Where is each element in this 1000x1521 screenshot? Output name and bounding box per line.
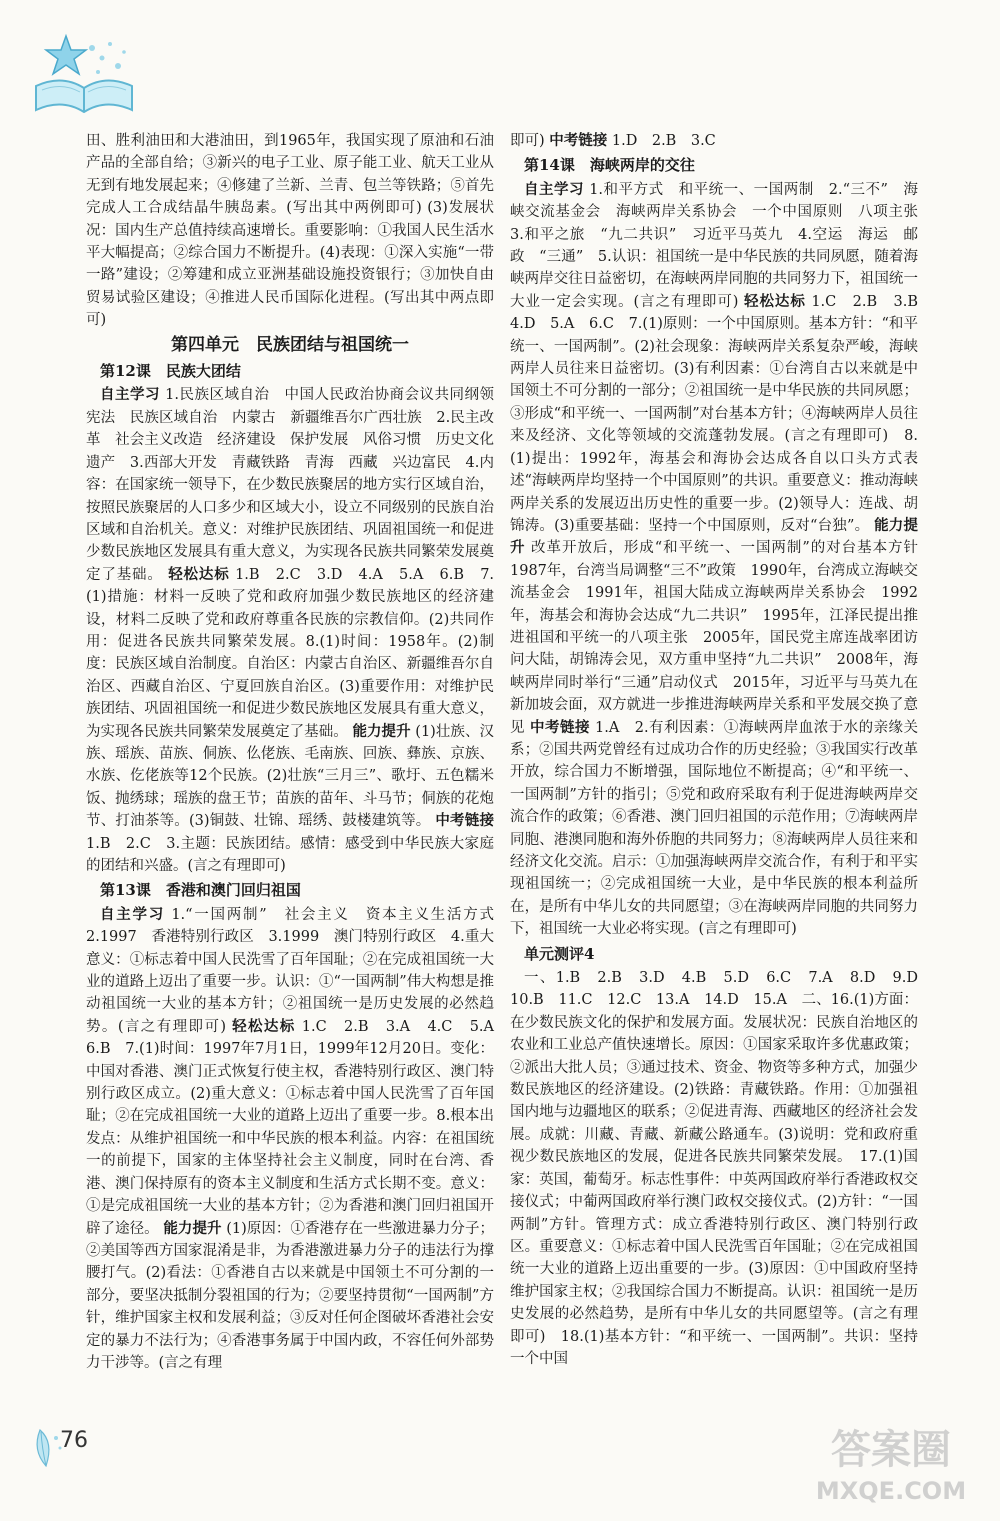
- lesson-14-title: 第14课 海峡两岸的交往: [524, 156, 695, 175]
- book-logo-icon: [28, 28, 140, 118]
- lesson-12-title: 第12课 民族大团结: [100, 362, 241, 381]
- section-label: 能力提升: [352, 722, 411, 740]
- section-label: 中考链接: [549, 132, 608, 149]
- answer-text: (1)原因：①香港存在一些激进暴力分子；②美国等西方国家混淆是非，为香港激进暴力分子的违法行为撑腰打气。(2)看法：①香港自古以来就是中国领土不可分割的一部分，要坚决抵制分裂祖国的行为；②要坚持贯彻“一国两制”方针，维护国家主权和发展利益；③反对任何企图破坏香港社会安定的暴力不法行为；④香港事务属于中国内政，不容任何外部势力干涉等。(言之有理: [86, 1220, 495, 1371]
- section-label: 能力提升: [510, 516, 919, 557]
- answer-text: 1.民族区域自治 中国人民政治协商会议共同纲领 宪法 民族区域自治 内蒙古 新疆维吾尔广西壮族 2.民主改革 社会主义改造 经济建设 保护发展 风俗习惯 历史文化遗产 3.西部大开发 青藏铁路 青海 西藏 兴边富民 4.内容：在国家统一领导下，在少数民族聚居的地方实行区域自治，按照民族聚居的人口多少和区域大小，设立不同级别的民族自治区域和自治机关。意义：对维护民族团结、巩固祖国统一和促进少数民族地区发展具有重大意义，为实现各民族共同繁荣发展奠定了基础。: [86, 387, 509, 583]
- section-label: 能力提升: [163, 1219, 222, 1237]
- answer-text: 1.D 2.B 3.C: [611, 133, 716, 149]
- answer-text: 改革开放后，形成“和平统一、一国两制”的对台基本方针 1987年，台湾当局调整“三不”政策 1990年，台湾成立海峡交流基金会 1991年，祖国大陆成立海峡两岸关系协会 1992年，海基会和海协会达成“九二共识” 1995年，江泽民提出推进祖国和平统一的八项主张 2005年，国民党主席连战率团访问大陆，胡锦涛会见，双方重申坚持“九二共识” 2008年，海峡两岸同时举行“三通”启动仪式 2015年，习近平与马英九在新加坡会面，双方就进一步推进海峡两岸关系和平发展交换了意见: [510, 540, 933, 736]
- lesson-12-answers: [86, 384, 509, 877]
- left-column: [86, 130, 509, 1374]
- watermark-url: MXQE.COM: [815, 1477, 967, 1505]
- section-label: 中考链接: [435, 812, 494, 830]
- unit-title: 第四单元 民族团结与祖国统一: [171, 334, 409, 355]
- answer-text: 1.和平方式 和平统一、一国两制 2.“三不” 海峡交流基金会 海峡两岸关系协会 一个中国原则 八项主张 3.和平之旅 “九二共识” 习近平马英九 4.空运 海运 邮政 “三通” 5.认识：祖国统一是中华民族的共同夙愿，随着海峡两岸交往日益密切，在海峡两岸同胞的共同努力下，祖国统一大业一定会实现。(言之有理即可): [510, 181, 933, 310]
- section-label: 自主学习: [100, 905, 165, 923]
- answer-text: 1.C 2.B 3.B 4.D 5.A 6.C 7.(1)原则：一个中国原则。基本方针：“和平统一、一国两制”。(2)社会现象：海峡两岸关系复杂严峻，海峡两岸人员往来日益密切。(3)有利因素：①台湾自古以来就是中国领土不可分割的一部分；②祖国统一是中华民族的共同夙愿；③形成“和平统一、一国两制”对台基本方针；④海峡两岸人员往来及经济、文化等领域的交流蓬勃发展。(言之有理即可) 8.(1)提出：1992年，海基会和海协会达成各自以口头方式表述“海峡两岸均坚持一个中国原则”的共识。重要意义：推动海峡两岸关系的发展迈出历史性的重要一步。(2)领导人：连战、胡锦涛。(3)重要基础：坚持一个中国原则，反对“台独”。: [510, 293, 933, 534]
- section-label: 中考链接: [530, 718, 590, 736]
- lesson-13-continued: [510, 130, 918, 152]
- watermark-logo-text: 答案圈: [831, 1427, 951, 1473]
- section-label: 轻松达标: [168, 565, 230, 583]
- unit-test-answers: 一、1.B 2.B 3.D 4.B 5.D 6.C 7.A 8.D 9.D 10.B 11.C 12.C 13.A 14.D 15.A 二、16.(1)方面：在少数民族文化的保护和发展方面。发展状况：民族自治地区的农业和工业总产值快速增长。原因：①国家采取许多优惠政策；②派出大批人员；③通过技术、资金、物资等多种方式，加强少数民族地区的经济建设。(2)铁路：青藏铁路。作用：①加强祖国内地与边疆地区的联系；②促进青海、西藏地区的经济社会发展。成就：川藏、青藏、新藏公路通车。(3)说明：党和政府重视少数民族地区的发展，促进各民族共同繁荣发展。 17.(1)国家：英国，葡萄牙。标志性事件：中英两国政府举行香港政权交接仪式；中葡两国政府举行澳门政权交接仪式。(2)方针：“一国两制”方针。管理方式：成立香港特别行政区、澳门特别行政区。重要意义：①标志着中国人民洗雪百年国耻；②在完成祖国统一大业的道路上迈出重要的一步。(3)原因：①中国政府坚持维护国家主权；②我国综合国力不断提高。认识：祖国统一是历史发展的必然趋势，是所有中华儿女的共同愿望等。(言之有理即可) 18.(1)基本方针：“和平统一、一国两制”。共识：坚持一个中国: [510, 970, 933, 1367]
- answer-text: 1.A 2.有利因素：①海峡两岸血浓于水的亲缘关系；②国共两党曾经有过成功合作的历史经验；③我国实行改革开放，综合国力不断增强，国际地位不断提高；④“和平统一、一国两制”方针的指引；⑤党和政府采取有利于促进海峡两岸交流合作的政策；⑥香港、澳门回归祖国的示范作用；⑦海峡两岸同胞、港澳同胞和海外侨胞的共同努力；⑧海峡两岸人员往来和经济文化交流。启示：①加强海峡两岸交流合作，有利于和平实现祖国统一；②完成祖国统一大业，是中华民族的根本利益所在，是所有中华儿女的共同愿望；③在海峡两岸同胞的共同努力下，祖国统一大业必将实现。(言之有理即可): [510, 719, 919, 938]
- paragraph-continued: 田、胜利油田和大港油田，到1965年，我国实现了原油和石油产品的全部自给；③新兴的电子工业、原子能工业、航天工业从无到有地发展起来；④修建了兰新、兰青、包兰等铁路；⑤首先完成人工合成结晶牛胰岛素。(写出其中两例即可) (3)发展状况：国内生产总值持续高速增长。重要影响：①我国人民生活水平大幅提高；②综合国力不断提升。(4)表现：①深入实施“一带一路”建设；②筹建和成立亚洲基础设施投资银行；③加快自由贸易试验区建设；④推进人民币国际化进程。(写出其中两点即可): [86, 133, 494, 329]
- answer-text: 1.C 2.B 3.A 4.C 5.A 6.B 7.(1)时间：1997年7月1日，1999年12月20日。变化：中国对香港、澳门正式恢复行使主权，香港特别行政区、澳门特别行政区成立。(2)重大意义：①标志着中国人民洗雪了百年国耻；②在完成祖国统一大业的道路上迈出了重要一步。8.根本出发点：从维护祖国统一和中华民族的根本利益。内容：在祖国统一的前提下，国家的主体坚持社会主义制度，同时在台湾、香港、澳门保持原有的资本主义制度和生活方式长期不变。意义：①是完成祖国统一大业的基本方针；②为香港和澳门回归祖国开辟了途径。: [86, 1018, 509, 1237]
- section-label: 轻松达标: [744, 292, 806, 310]
- section-label: 轻松达标: [232, 1017, 296, 1035]
- lesson-13-answers: [86, 904, 509, 1375]
- section-label: 自主学习: [524, 180, 585, 198]
- page-number: 76: [60, 1428, 88, 1453]
- answer-text: 1.B 2.C 3.D 4.A 5.A 6.B 7.(1)措施：材料一反映了党和政府加强少数民族地区的经济建设，材料二反映了党和政府尊重各民族的宗教信仰。(2)共同作用：促进各民族共同繁荣发展。8.(1)时间：1958年。(2)制度：民族区域自治制度。自治区：内蒙古自治区、新疆维吾尔自治区、西藏自治区、宁夏回族自治区。(3)重要作用：对维护民族团结、巩固祖国统一和促进少数民族地区发展具有重大意义，为实现各民族共同繁荣发展奠定了基础。: [86, 566, 495, 740]
- lesson-13-title: 第13课 香港和澳门回归祖国: [100, 881, 301, 900]
- watermark-logo: [796, 1411, 986, 1511]
- right-column: [510, 130, 933, 1370]
- section-label: 自主学习: [100, 386, 161, 404]
- answer-text: 1.B 2.C 3.主题：民族团结。感情：感受到中华民族大家庭的团结和兴盛。(言之有理即可): [86, 835, 494, 874]
- lesson-14-answers: [510, 179, 933, 941]
- answer-text: 1.“一国两制” 社会主义 资本主义生活方式 2.1997 香港特别行政区 3.1999 澳门特别行政区 4.重大意义：①标志着中国人民洗雪了百年国耻；②在完成祖国统一大业的道路上迈出了重要一步。认识：①“一国两制”伟大构想是推动祖国统一大业的基本方针；②祖国统一是历史发展的必然趋势。(言之有理即可): [86, 906, 509, 1035]
- answer-text: 即可): [510, 133, 545, 149]
- unit-test-title: 单元测评4: [524, 944, 595, 963]
- answer-text: (1)壮族、汉族、瑶族、苗族、侗族、仫佬族、毛南族、回族、彝族、京族、水族、仡佬族等12个民族。(2)壮族“三月三”、歌圩、五色糯米饭、抛绣球；瑶族的盘王节；苗族的苗年、斗马节；侗族的花炮节、打油茶等。(3)铜鼓、壮锦、瑶绣、鼓楼建筑等。: [86, 723, 495, 830]
